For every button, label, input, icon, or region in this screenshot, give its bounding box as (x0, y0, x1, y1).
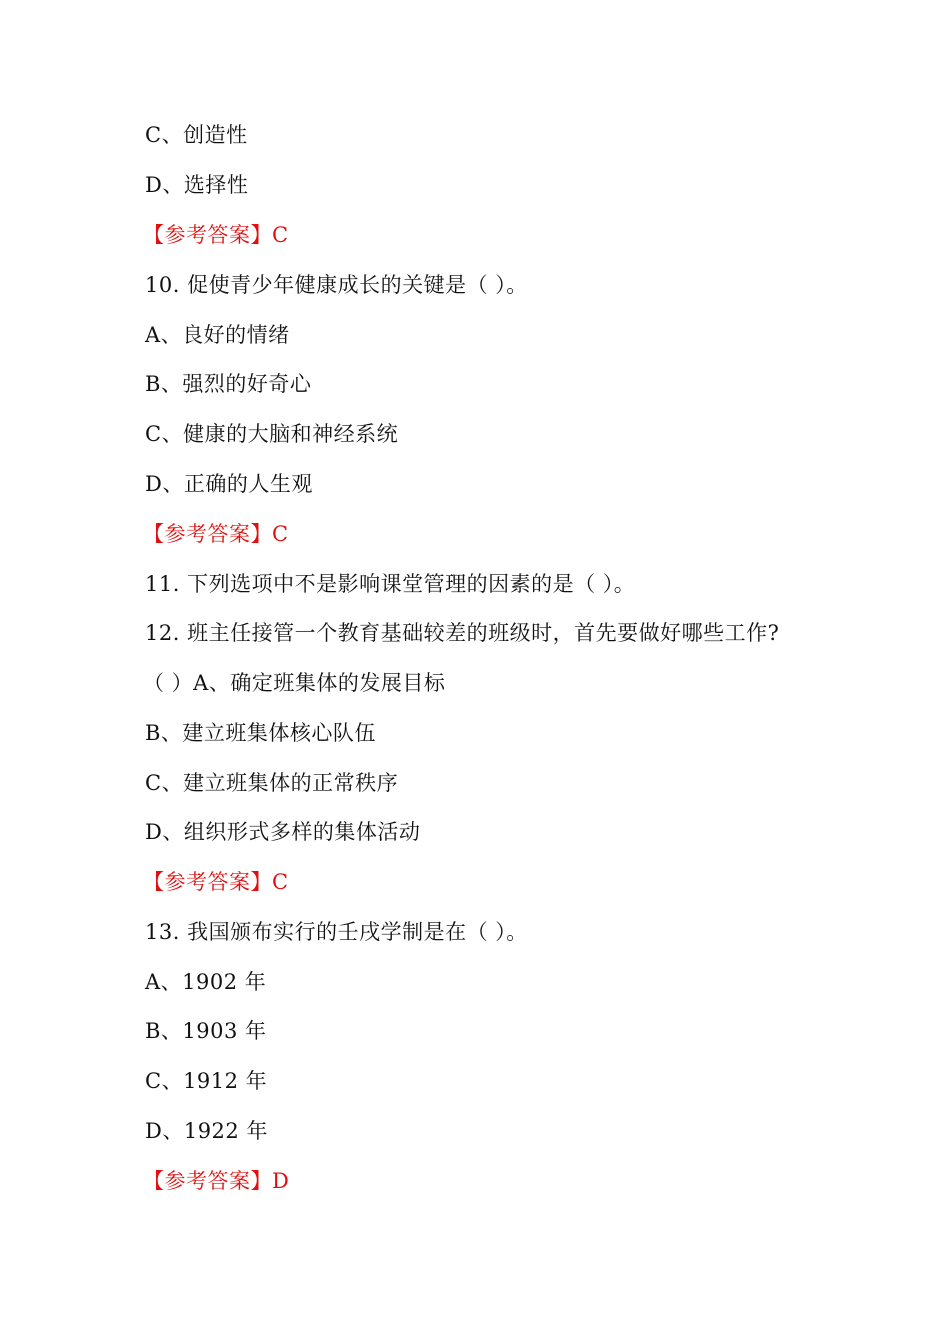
option-q13-c: C、1912 年 (145, 1069, 268, 1093)
answer-q10: 【参考答案】C (143, 522, 289, 546)
option-q10-d: D、正确的人生观 (145, 472, 313, 496)
option-q10-a: A、良好的情绪 (145, 323, 290, 347)
option-q9-c: C、创造性 (145, 123, 248, 147)
question-11: 11. 下列选项中不是影响课堂管理的因素的是（ ）。 (145, 572, 636, 596)
option-q10-b: B、强烈的好奇心 (145, 372, 312, 396)
option-q12-d: D、组织形式多样的集体活动 (145, 820, 421, 844)
question-10: 10. 促使青少年健康成长的关键是（ ）。 (145, 273, 528, 297)
option-q12-b: B、建立班集体核心队伍 (145, 721, 376, 745)
option-q12-a: （ ）A、确定班集体的发展目标 (143, 671, 446, 695)
question-12: 12. 班主任接管一个教育基础较差的班级时，首先要做好哪些工作? (145, 621, 780, 645)
answer-q12: 【参考答案】C (143, 870, 289, 894)
option-q13-d: D、1922 年 (145, 1119, 268, 1143)
answer-q13: 【参考答案】D (143, 1169, 290, 1193)
option-q12-c: C、建立班集体的正常秩序 (145, 771, 399, 795)
option-q13-b: B、1903 年 (145, 1019, 267, 1043)
option-q13-a: A、1902 年 (145, 970, 267, 994)
option-q10-c: C、健康的大脑和神经系统 (145, 422, 399, 446)
question-13: 13. 我国颁布实行的壬戌学制是在（ ）。 (145, 920, 528, 944)
option-q9-d: D、选择性 (145, 173, 249, 197)
answer-q9: 【参考答案】C (143, 223, 289, 247)
